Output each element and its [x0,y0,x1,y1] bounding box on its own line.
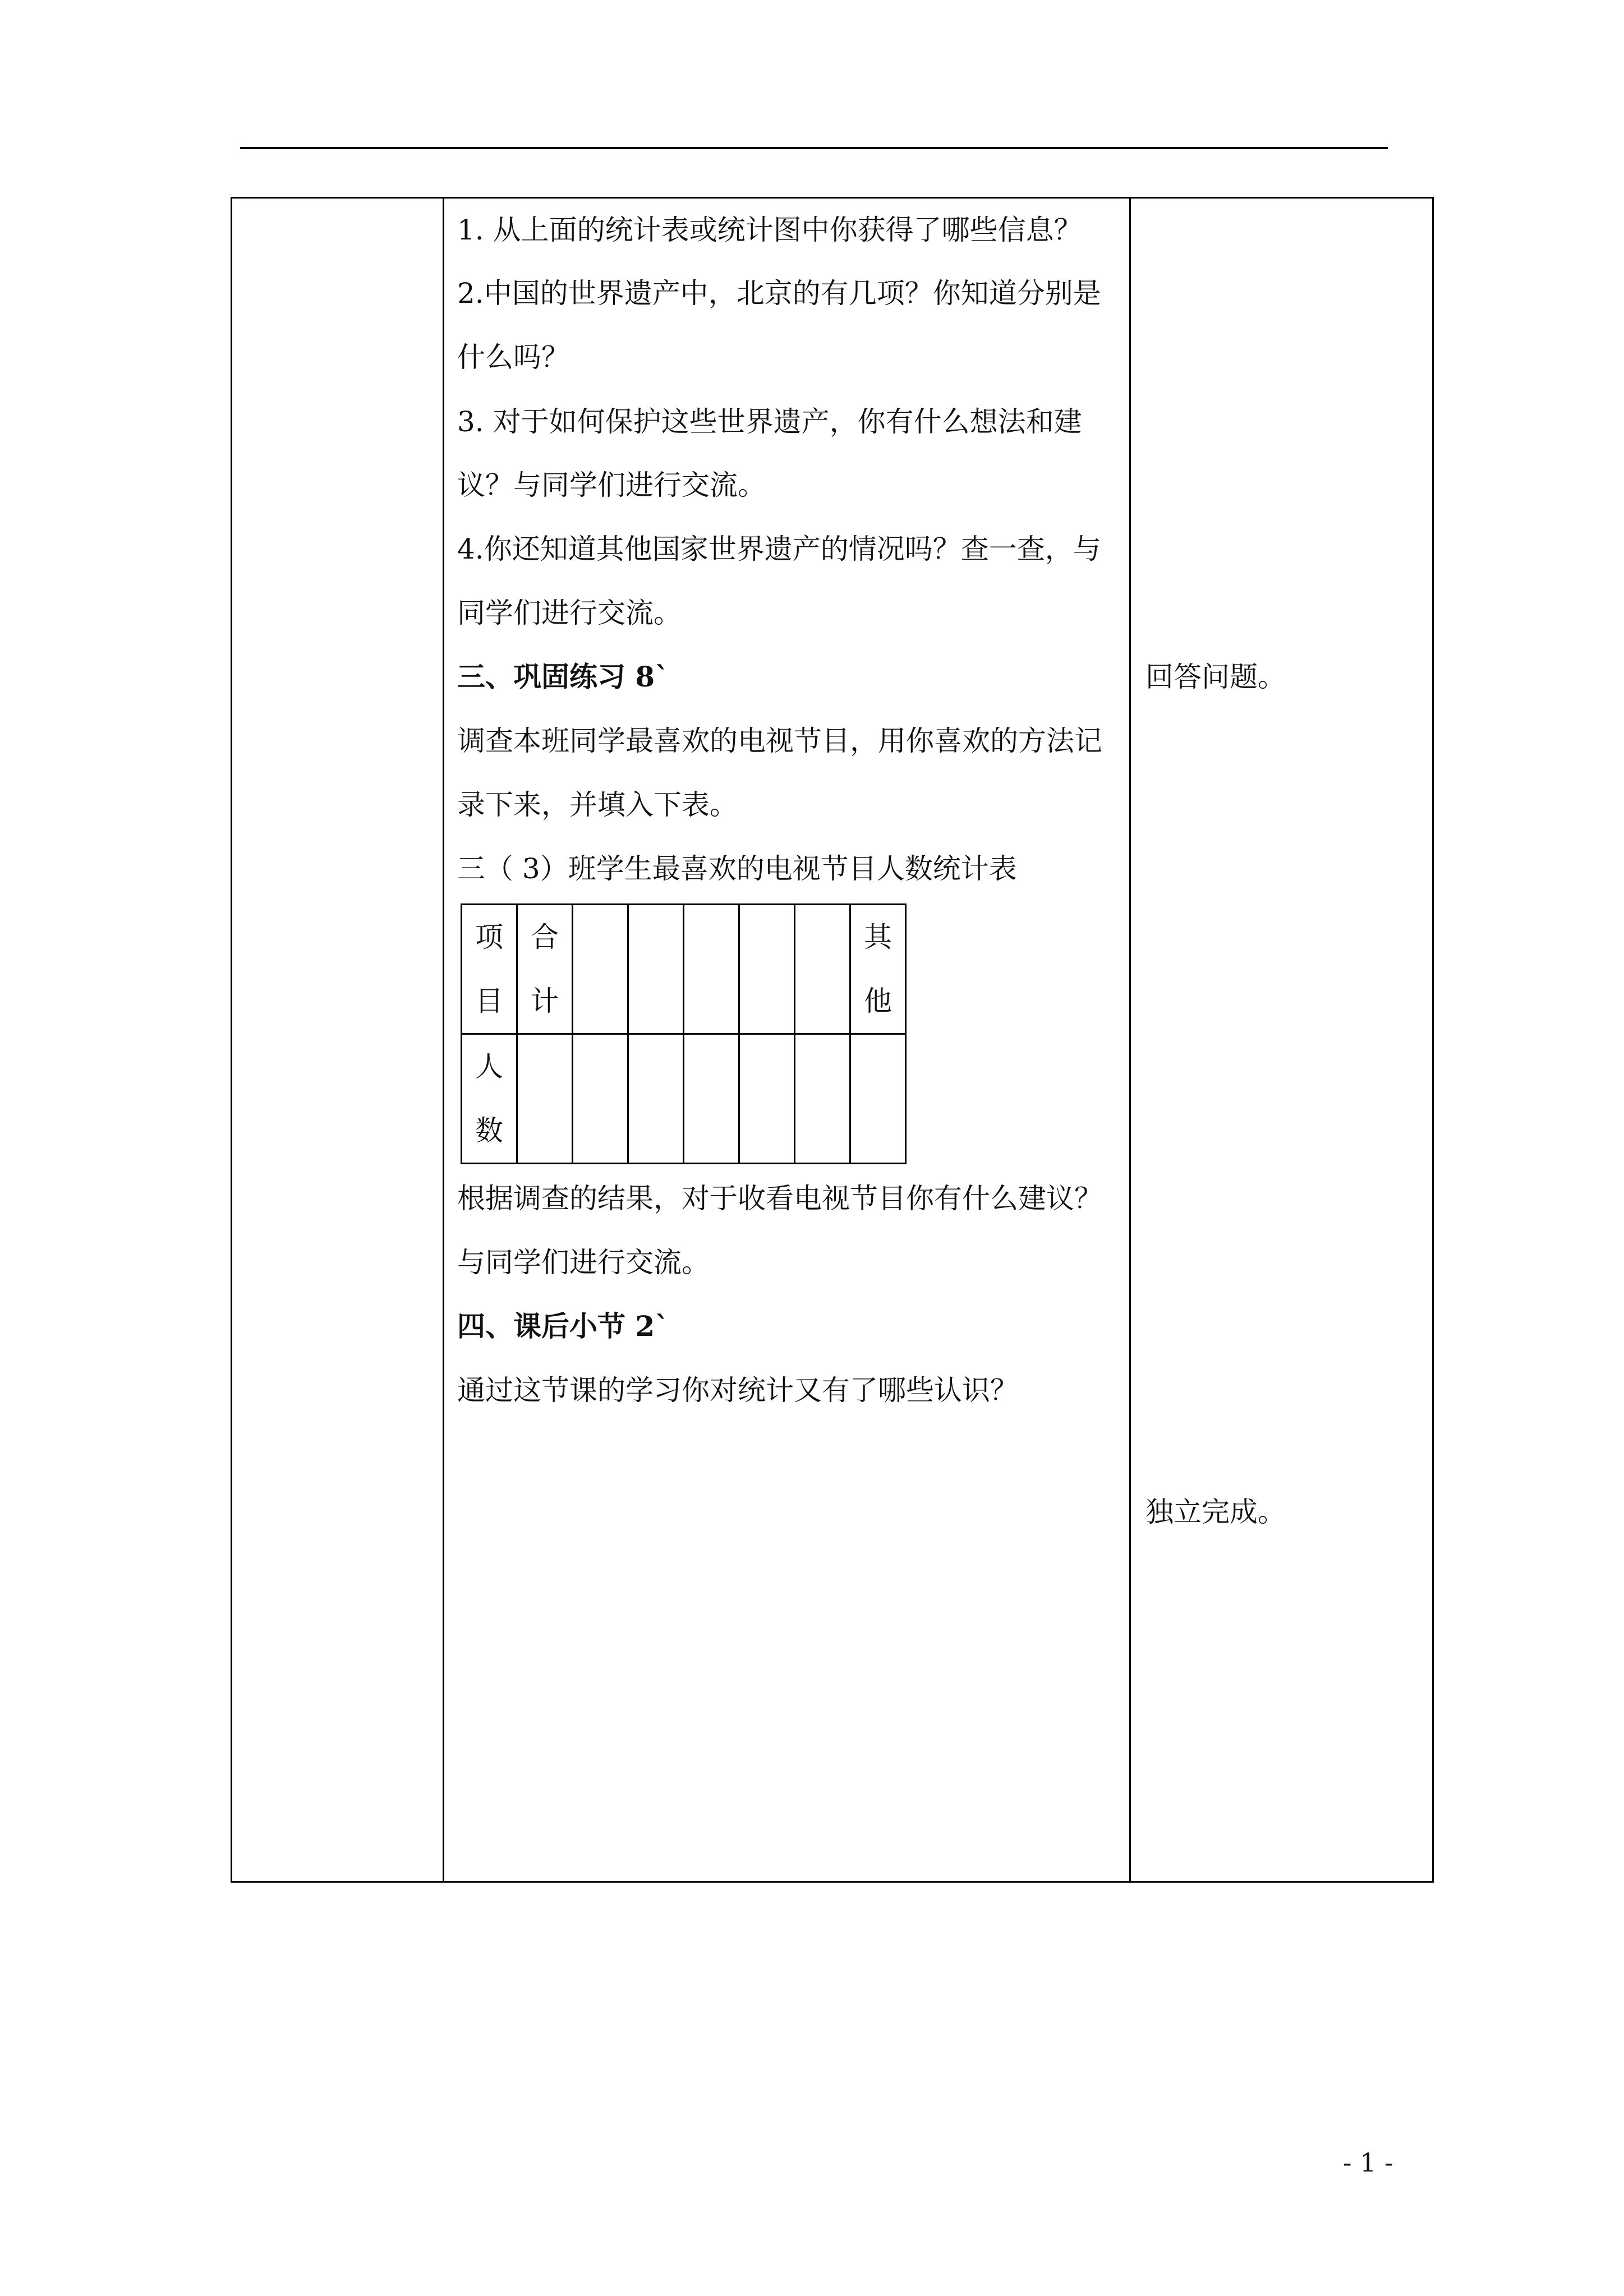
header-rule [240,147,1388,149]
page-number: - 1 - [1343,2147,1393,2178]
suggestion-line-1: 根据调查的结果，对于收看电视节目你有什么建议？ [457,1182,1102,1215]
practice-text-line-1: 调查本班同学最喜欢的电视节目，用你喜欢的方法记 [457,725,1102,757]
question-4-line-1: 4.你还知道其他国家世界遗产的情况吗？查一查，与 [457,533,1101,565]
suggestion-line-2: 与同学们进行交流。 [457,1246,710,1279]
table-cell [739,1034,795,1164]
section-heading-practice: 三、巩固练习 8` [457,660,669,693]
question-1: 1. 从上面的统计表或统计图中你获得了哪些信息？ [457,214,1082,246]
column-divider-right [1129,199,1131,1881]
student-activity-answer: 回答问题。 [1145,661,1286,693]
table-cell: 人数 [462,1034,517,1164]
column-divider-left [443,199,444,1881]
table-cell [795,1034,850,1164]
table-cell: 项目 [462,905,517,1034]
table-cell [517,1034,573,1164]
table-cell: 其他 [850,905,906,1034]
question-2-line-1: 2.中国的世界遗产中，北京的有几项？你知道分别是 [457,277,1101,310]
section-heading-summary: 四、课后小节 2` [457,1310,669,1343]
table-row [462,1034,906,1164]
table-cell [684,1034,739,1164]
practice-text-line-2: 录下来，并填入下表。 [457,789,738,821]
question-3-line-1: 3. 对于如何保护这些世界遗产，你有什么想法和建 [457,405,1082,438]
table-row [462,905,906,1034]
summary-text: 通过这节课的学习你对统计又有了哪些认识？ [457,1374,1018,1407]
table-cell [684,905,739,1034]
table-cell [573,1034,628,1164]
student-activity-complete: 独立完成。 [1145,1496,1286,1528]
table-caption: 三（ 3）班学生最喜欢的电视节目人数统计表 [457,852,1017,885]
survey-table [461,903,907,1164]
table-cell: 合计 [517,905,573,1034]
table-cell [739,905,795,1034]
table-cell [795,905,850,1034]
table-cell [573,905,628,1034]
question-4-line-2: 同学们进行交流。 [457,597,682,629]
question-2-line-2: 什么吗？ [457,341,569,374]
table-cell [850,1034,906,1164]
table-cell [628,905,684,1034]
table-cell [628,1034,684,1164]
question-3-line-2: 议？与同学们进行交流。 [457,469,766,501]
